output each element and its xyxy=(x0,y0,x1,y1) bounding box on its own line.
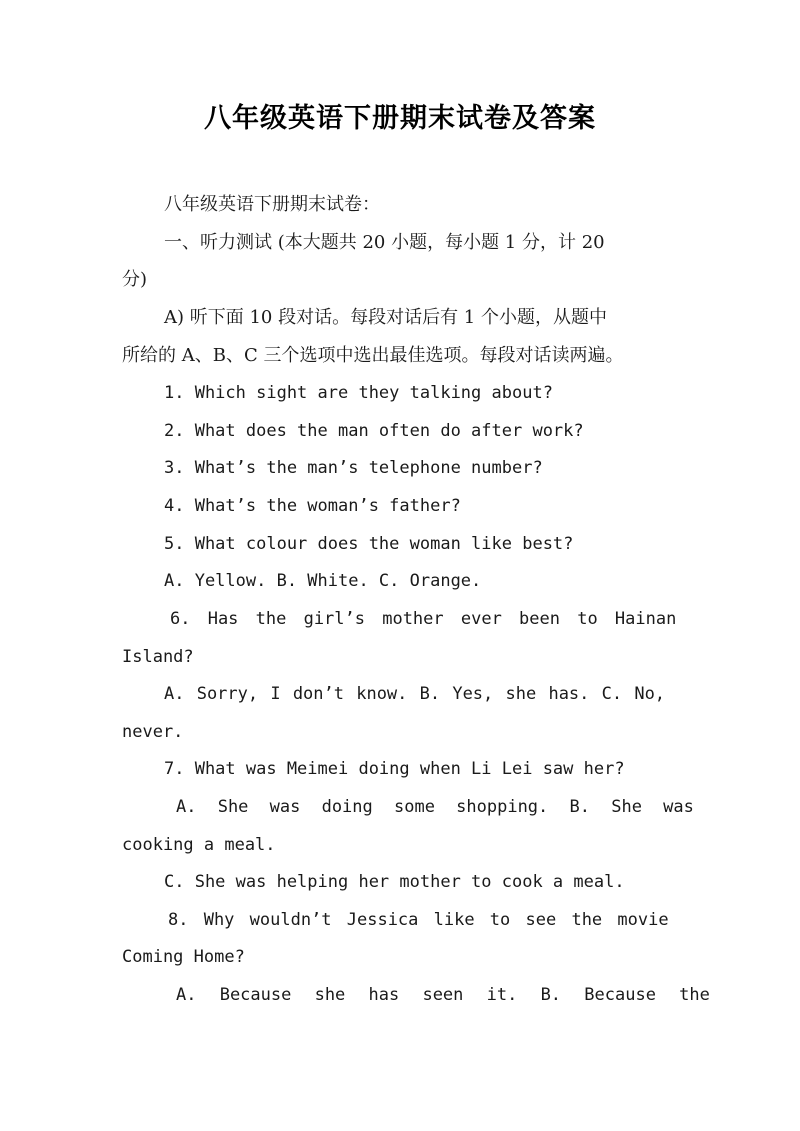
option-line: A. Sorry, I don’t know. B. Yes, she has. C. No, xyxy=(164,684,666,704)
question-line: 8. Why wouldn’t Jessica like to see the movie xyxy=(168,910,669,930)
question-line: 1. Which sight are they talking about? xyxy=(164,383,553,403)
question-line: Coming Home? xyxy=(122,947,245,967)
paragraph-line: 所给的 A、B、C 三个选项中选出最佳选项。每段对话读两遍。 xyxy=(122,345,624,366)
question-line: 4. What’s the woman’s father? xyxy=(164,496,461,516)
option-line: C. She was helping her mother to cook a meal. xyxy=(164,872,625,892)
option-line: A. Because she has seen it. B. Because the xyxy=(176,985,710,1005)
option-line: never. xyxy=(122,722,184,742)
question-line: 6. Has the girl’s mother ever been to Hainan xyxy=(170,609,677,629)
paragraph-line: 一、听力测试 (本大题共 20 小题，每小题 1 分，计 20 xyxy=(164,232,605,253)
paragraph-line: 分) xyxy=(122,269,148,290)
paragraph-line: 八年级英语下册期末试卷： xyxy=(164,194,380,215)
question-line: 3. What’s the man’s telephone number? xyxy=(164,458,543,478)
paragraph-line: A) 听下面 10 段对话。每段对话后有 1 个小题，从题中 xyxy=(164,307,607,328)
question-line: 7. What was Meimei doing when Li Lei saw her? xyxy=(164,759,625,779)
option-line: A. She was doing some shopping. B. She was xyxy=(176,797,694,817)
question-line: Island? xyxy=(122,647,194,667)
option-line: A. Yellow. B. White. C. Orange. xyxy=(164,571,482,591)
question-line: 5. What colour does the woman like best? xyxy=(164,534,574,554)
option-line: cooking a meal. xyxy=(122,835,276,855)
document-title: 八年级英语下册期末试卷及答案 xyxy=(204,103,596,134)
question-line: 2. What does the man often do after work? xyxy=(164,421,584,441)
